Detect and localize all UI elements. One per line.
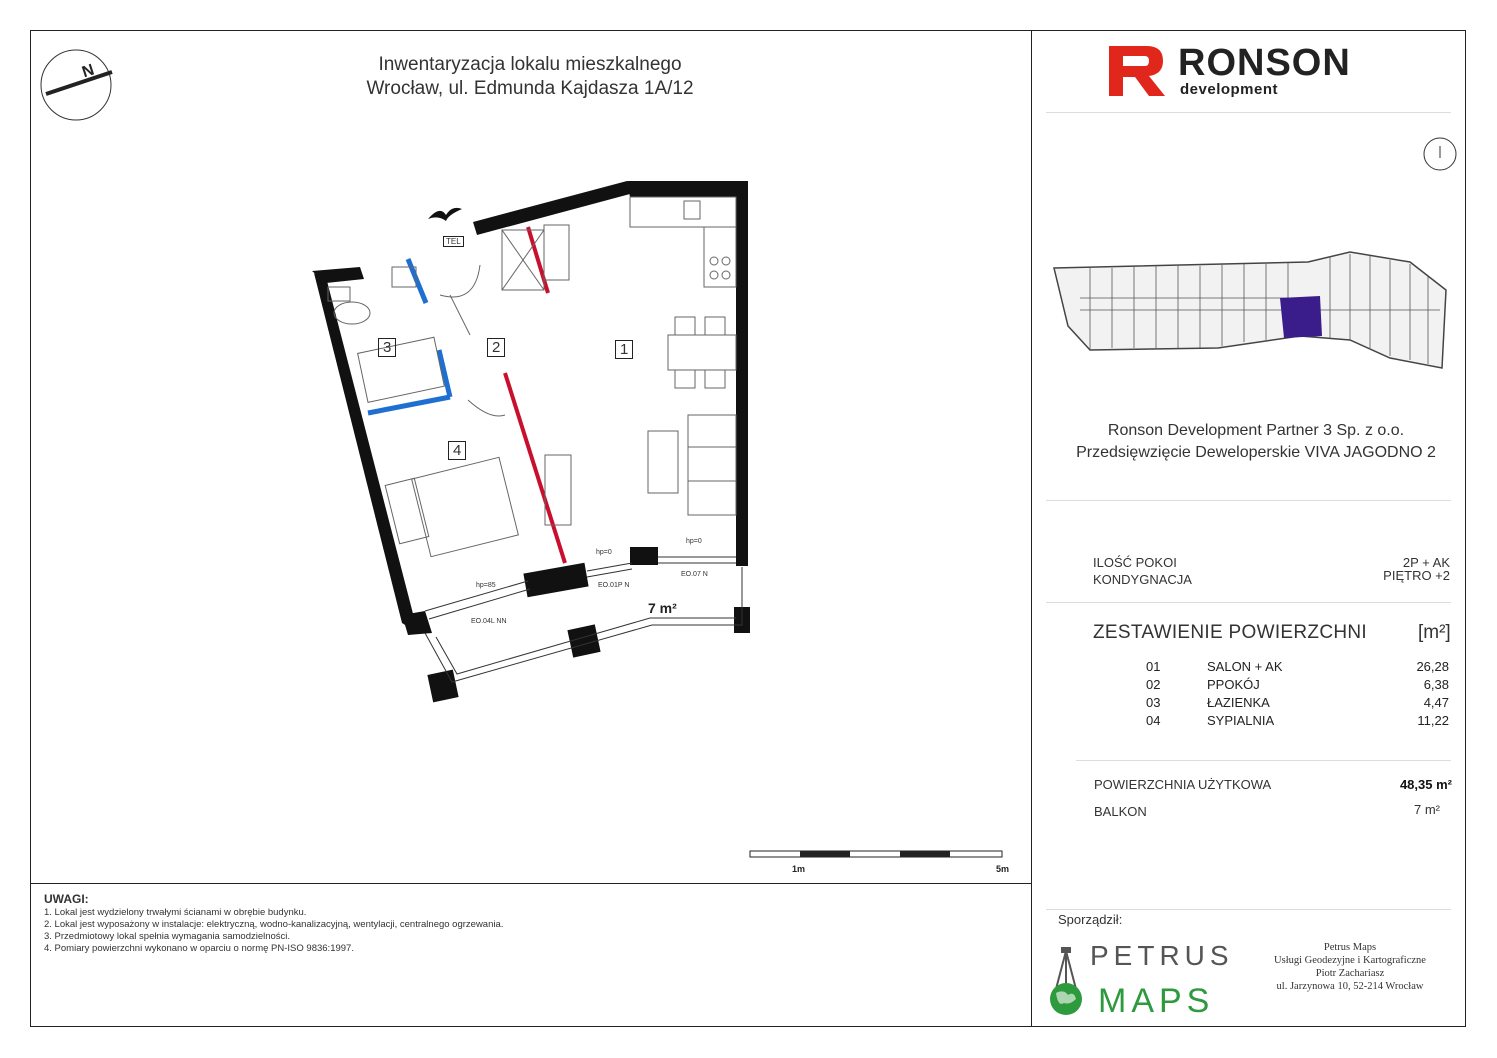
- tel-label: TEL: [443, 236, 464, 247]
- brand-subtitle: development: [1180, 81, 1279, 98]
- room-number-3: 3: [378, 338, 396, 357]
- floor-value: PIĘTRO +2: [1383, 568, 1450, 583]
- divider: [1046, 500, 1451, 501]
- rooms-count-value: 2P + AK: [1402, 555, 1450, 570]
- surveyor-services: Usługi Geodezyjne i Kartograficzne: [1274, 955, 1426, 966]
- window-label-3: EO.07 N: [681, 571, 708, 578]
- window-label-2: EO.01P N: [598, 582, 630, 589]
- balcony-value: 7 m²: [1414, 802, 1440, 817]
- window-height-1: hp=85: [476, 582, 496, 589]
- floor-plan: [300, 175, 760, 705]
- area-row-value: 4,47: [1423, 695, 1449, 710]
- surveyor-tripod-icon: [1046, 945, 1088, 1017]
- note-item: 4. Pomiary powierzchni wykonano w oparciu o normę PN-ISO 9836:1997.: [44, 943, 354, 954]
- area-row-value: 11,22: [1417, 713, 1449, 728]
- ronson-logo-mark: [1109, 46, 1165, 96]
- usable-area-value: 48,35 m²: [1399, 777, 1452, 792]
- balcony-label: BALKON: [1094, 804, 1147, 819]
- usable-area-label: POWIERZCHNIA UŻYTKOWA: [1094, 777, 1272, 792]
- compass-label: N: [80, 61, 97, 82]
- petrus-brand-bottom: MAPS: [1098, 982, 1215, 1020]
- window-height-3: hp=0: [686, 538, 702, 545]
- area-row-name: PPOKÓJ: [1207, 677, 1260, 692]
- window-height-2: hp=0: [596, 549, 612, 556]
- surveyor-street: ul. Jarzynowa 10, 52-214 Wrocław: [1276, 981, 1424, 992]
- area-summary-heading: ZESTAWIENIE POWIERZCHNI: [1093, 622, 1367, 643]
- area-row-number: 01: [1146, 659, 1161, 674]
- notes-heading: UWAGI:: [44, 892, 89, 906]
- divider: [1076, 760, 1451, 761]
- small-north-arrow-icon: [1421, 136, 1459, 172]
- brand-name: RONSON: [1178, 42, 1351, 84]
- surveyor-address: [1252, 941, 1448, 993]
- area-row-name: ŁAZIENKA: [1207, 695, 1270, 710]
- scale-label-1m: 1m: [792, 864, 806, 874]
- area-row-value: 6,38: [1423, 677, 1449, 692]
- rooms-count-label: ILOŚĆ POKOI: [1093, 555, 1177, 570]
- area-row: [1146, 713, 1449, 731]
- area-row-value: 26,28: [1416, 659, 1449, 674]
- north-arrow-icon: [38, 48, 114, 122]
- area-row-name: SYPIALNIA: [1207, 713, 1275, 728]
- area-row: [1146, 677, 1449, 695]
- area-row: [1146, 659, 1449, 677]
- notes: [44, 893, 503, 955]
- note-item: 3. Przedmiotowy lokal spełnia wymagania samodzielności.: [44, 931, 291, 942]
- floor-label: KONDYGNACJA: [1093, 572, 1192, 587]
- area-row-number: 04: [1146, 713, 1161, 728]
- plan-title: Inwentaryzacja lokalu mieszkalnego: [378, 54, 682, 75]
- window-label-1: EO.04L NN: [471, 618, 507, 625]
- surveyor-company: Petrus Maps: [1323, 942, 1377, 953]
- area-row-number: 02: [1146, 677, 1161, 692]
- divider: [1046, 112, 1451, 113]
- room-number-2: 2: [487, 338, 505, 357]
- balcony-area-label: 7 m²: [648, 600, 677, 616]
- note-item: 2. Lokal jest wyposażony w instalacje: elektryczną, wodno-kanalizacyjną, wentylacji, centralnego ogrzewania.: [44, 919, 504, 930]
- developer-name: Ronson Development Partner 3 Sp. z o.o.: [1107, 422, 1405, 439]
- notes-divider: [30, 883, 1032, 884]
- area-row-name: SALON + AK: [1207, 659, 1283, 674]
- panel-divider: [1031, 30, 1032, 1027]
- area-row: [1146, 695, 1449, 713]
- building-key-plan: [1050, 240, 1450, 380]
- petrus-brand-top: PETRUS: [1090, 940, 1234, 971]
- scale-bar: [749, 850, 1003, 860]
- room-number-1: 1: [615, 340, 633, 359]
- area-row-number: 03: [1146, 695, 1161, 710]
- prepared-by-label: Sporządził:: [1058, 912, 1123, 927]
- note-item: 1. Lokal jest wydzielony trwałymi ścianami w obrębie budynku.: [44, 907, 307, 918]
- area-unit: [m²]: [1418, 622, 1451, 643]
- divider: [1046, 602, 1451, 603]
- project-name: Przedsięwzięcie Deweloperskie VIVA JAGODNO 2: [1076, 444, 1436, 461]
- room-number-4: 4: [448, 441, 466, 460]
- plan-address: Wrocław, ul. Edmunda Kajdasza 1A/12: [366, 78, 694, 99]
- scale-label-5m: 5m: [996, 864, 1010, 874]
- surveyor-person: Piotr Zachariasz: [1315, 968, 1385, 979]
- divider: [1046, 909, 1451, 910]
